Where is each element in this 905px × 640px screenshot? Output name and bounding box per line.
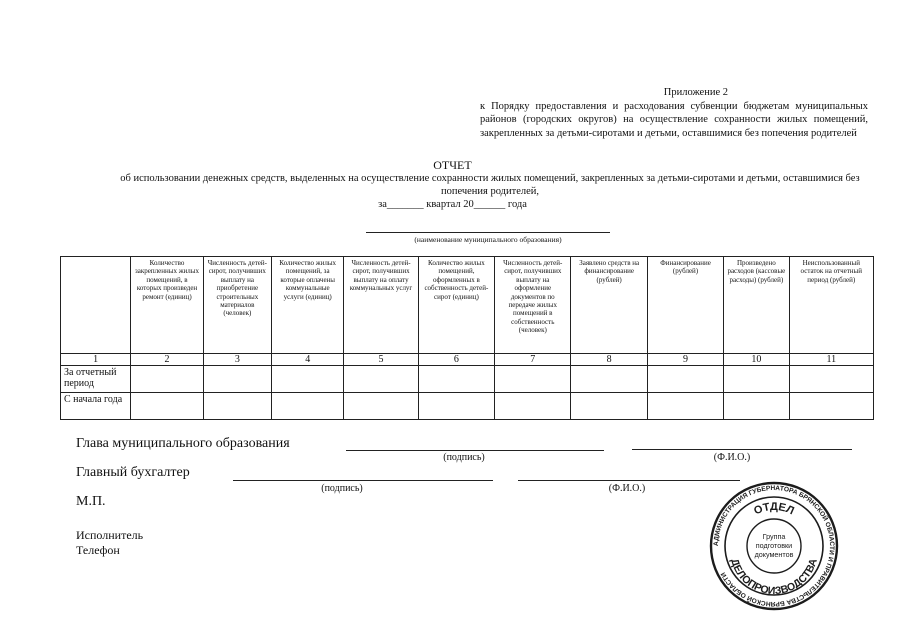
stamp-ring-text: АДМИНИСТРАЦИЯ ГУБЕРНАТОРА БРЯНСКОЙ ОБЛАСТИ И ПРАВИТЕЛЬСТВА БРЯНСКОЙ ОБЛАСТИ bbox=[712, 484, 836, 608]
stamp-center-line: документов bbox=[754, 550, 794, 559]
table-cell[interactable] bbox=[344, 393, 418, 420]
column-number: 8 bbox=[571, 354, 647, 366]
header-cell: Численность детей-сирот, получивших выплату на оформление документов по передаче жилых помещений в собственность (человек) bbox=[495, 257, 571, 354]
stamp-bottom-text: ДЕЛОПРОИЗВОДСТВА bbox=[728, 557, 820, 598]
column-number: 2 bbox=[131, 354, 203, 366]
head-signature-line[interactable] bbox=[346, 450, 604, 451]
column-number: 5 bbox=[344, 354, 418, 366]
table-cell[interactable] bbox=[789, 366, 873, 393]
column-number: 11 bbox=[789, 354, 873, 366]
row-label: За отчетный период bbox=[61, 366, 131, 393]
appendix-text: к Порядку предоставления и расходования субвенции бюджетам муниципальных районов (городских округов) на осуществление сохранности жилых помещений, закрепленных за детьми-сиротами и детьми, оставшимися без попечения родителей bbox=[480, 100, 868, 139]
column-number: 7 bbox=[495, 354, 571, 366]
table-cell[interactable] bbox=[724, 393, 789, 420]
column-number: 10 bbox=[724, 354, 789, 366]
table-cell[interactable] bbox=[647, 366, 723, 393]
accountant-signature-line[interactable] bbox=[233, 480, 493, 481]
column-number: 6 bbox=[418, 354, 494, 366]
table-cell[interactable] bbox=[418, 393, 494, 420]
accountant-label: Главный бухгалтер bbox=[76, 465, 190, 480]
column-number: 1 bbox=[61, 354, 131, 366]
column-number: 3 bbox=[203, 354, 271, 366]
header-cell: Численность детей-сирот, получивших выплату на оплату коммунальных услуг bbox=[344, 257, 418, 354]
municipality-caption: (наименование муниципального образования) bbox=[414, 235, 562, 244]
table-cell[interactable] bbox=[131, 366, 203, 393]
table-cell[interactable] bbox=[789, 393, 873, 420]
header-cell: Неиспользованный остаток на отчетный период (рублей) bbox=[789, 257, 873, 354]
column-number-row bbox=[61, 354, 874, 366]
phone-label: Телефон bbox=[76, 543, 120, 557]
head-label: Глава муниципального образования bbox=[76, 436, 290, 451]
accountant-signature-caption: (подпись) bbox=[321, 483, 363, 494]
appendix-title: Приложение 2 bbox=[663, 87, 728, 98]
head-name-caption: (Ф.И.О.) bbox=[713, 452, 751, 463]
report-table bbox=[60, 256, 874, 420]
head-name-line[interactable] bbox=[632, 449, 852, 450]
table-header-row bbox=[61, 257, 874, 354]
table-cell[interactable] bbox=[203, 393, 271, 420]
head-signature-caption: (подпись) bbox=[443, 452, 485, 463]
report-period: за_______ квартал 20______ года bbox=[378, 199, 527, 210]
table-row bbox=[61, 393, 874, 420]
report-title: ОТЧЕТ bbox=[433, 158, 472, 172]
stamp-top-text: ОТДЕЛ bbox=[752, 500, 796, 518]
stamp-center-line: подготовки bbox=[755, 541, 793, 550]
header-cell: Количество жилых помещений, за которые оплачены коммунальные услуги (единиц) bbox=[272, 257, 344, 354]
table-cell[interactable] bbox=[571, 366, 647, 393]
table-cell[interactable] bbox=[272, 366, 344, 393]
department-stamp bbox=[708, 480, 840, 612]
seal-label: М.П. bbox=[76, 494, 106, 509]
table-cell[interactable] bbox=[131, 393, 203, 420]
header-cell: Произведено расходов (кассовые расходы) (рублей) bbox=[724, 257, 789, 354]
table-cell[interactable] bbox=[495, 366, 571, 393]
row-label: С начала года bbox=[61, 393, 131, 420]
svg-text:ОТДЕЛ bbox=[752, 501, 796, 517]
table-cell[interactable] bbox=[418, 366, 494, 393]
municipality-line bbox=[366, 232, 610, 233]
column-number: 9 bbox=[647, 354, 723, 366]
header-cell: Количество закрепленных жилых помещений, в которых произведен ремонт (единиц) bbox=[131, 257, 203, 354]
header-cell: Финансирование (рублей) bbox=[647, 257, 723, 354]
header-cell: Численность детей-сирот, получивших выплату на приобретение строительных материалов (человек) bbox=[203, 257, 271, 354]
table-cell[interactable] bbox=[272, 393, 344, 420]
header-cell bbox=[61, 257, 131, 354]
header-cell: Заявлено средств на финансирование (рублей) bbox=[571, 257, 647, 354]
appendix-block bbox=[480, 86, 868, 140]
stamp-center-line: Группа bbox=[762, 532, 786, 541]
table-cell[interactable] bbox=[344, 366, 418, 393]
table-cell[interactable] bbox=[203, 366, 271, 393]
table-cell[interactable] bbox=[647, 393, 723, 420]
header-cell: Количество жилых помещений, оформленных в собственность детей-сирот (единиц) bbox=[418, 257, 494, 354]
accountant-name-caption: (Ф.И.О.) bbox=[608, 483, 646, 494]
column-number: 4 bbox=[272, 354, 344, 366]
table-cell[interactable] bbox=[571, 393, 647, 420]
table-cell[interactable] bbox=[724, 366, 789, 393]
executor-label: Исполнитель bbox=[76, 528, 144, 542]
table-cell[interactable] bbox=[495, 393, 571, 420]
report-subtitle: об использовании денежных средств, выделенных на осуществление сохранности жилых помещений, закрепленных за детьми-сиротами и детьми, оставшимися без попечения родителей, bbox=[120, 173, 860, 197]
table-row bbox=[61, 366, 874, 393]
accountant-name-line[interactable] bbox=[518, 480, 740, 481]
